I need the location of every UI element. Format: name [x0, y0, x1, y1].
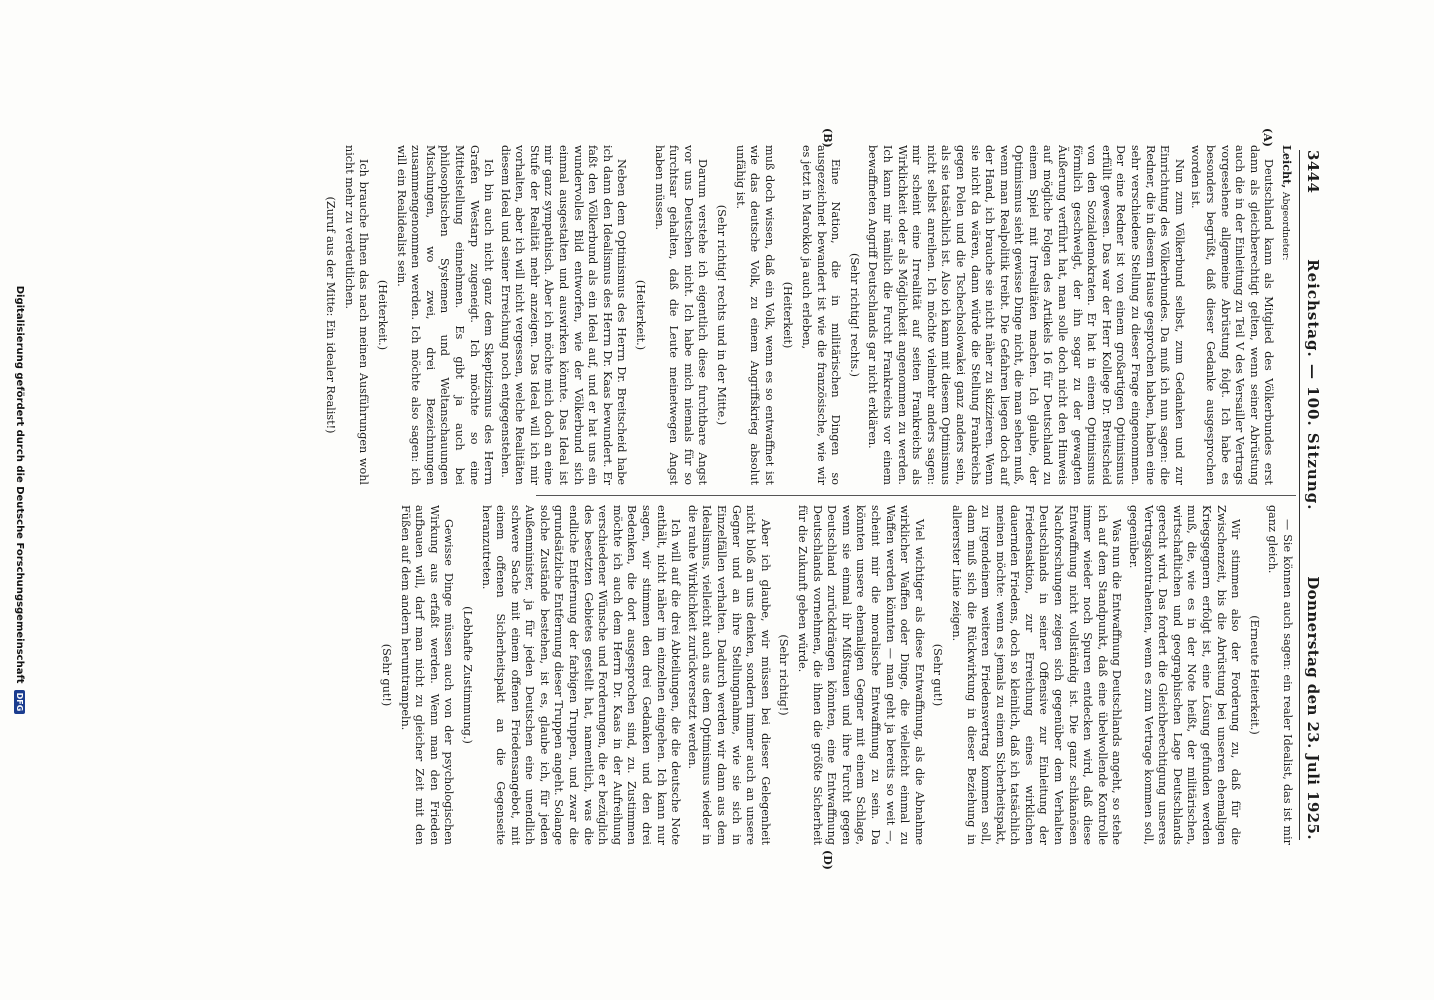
page-number: 3444	[1304, 150, 1322, 194]
session-date: Donnerstag den 23. Juli 1925.	[1304, 576, 1322, 840]
speaker-name: Leicht,	[1280, 145, 1294, 189]
paragraph: Wir stimmen also der Forderung zu, daß für die Zwischenzeit, bis die Abrüstung bei unseren ehemaligen Kriegsgegnern erfolgt ist, eine Lösung gefunden werden muß, die, wie es in der Note heißt, der militärischen, wirtschaftlichen und geographischen Lage Deutschlands gerecht wird. Das fordert die Gleichberechtigung unseres Vertragskontrahenten, wenn es zum Vertrage kommen soll, gegenüber.	[1127, 505, 1243, 845]
interjection: (Sehr richtig!)	[777, 634, 791, 716]
paragraph: Ich will auf die drei Abteilungen, die die deutsche Note enthält, nicht näher im einzelnen eingehen. Ich kann nur sagen, wir stimmen den drei Gedanken und den drei Bedenken, die dort ausgesprochen sind, zu. Zustimmen möchte ich auch dem Herrn Dr. Kaas in der Aufreihung verschiedener Wünsche und Forderungen, die er bezüglich des besetzten Gebietes gestellt hat, namentlich, was die endliche Entfernung der farbigen Truppen, und zwar die grundsätzliche Entfernung dieser Truppen angeht. Solange solche Zustände bestehen, ist es, glaube ich, für jeden Außenminister, ja für jeden Deutschen eine unendlich schwere Sache mit einem offenen Friedensangebot, mit einem offenen Sicherheitspakt an die Gegenseite heranzutreten.	[479, 505, 683, 845]
page-header	[1299, 150, 1326, 840]
paragraph: Neben dem Optimismus des Herrn Dr. Breitscheid habe ich dann den Idealismus des Herrn Dr. Kaas bewundert. Er faßt den Völkerbund als ein Ideal auf, und er hat uns ein wundervolles Bild entworfen, wie der Völkerbund sich einmal ausgestalten und auswirken könnte. Das Ideal ist mir ganz sympathisch. Aber ich möchte mich doch an eine Stufe der Realität mehr anzeigen. Das Ideal will ich mir vorhalten, aber ich will nicht vergessen, welche Realitäten diesem Ideal und seiner Erreichung noch entgegenstehen.	[498, 145, 629, 485]
interjection: (Heiterkeit.)	[634, 279, 648, 351]
paragraph: Aber ich glaube, wir müssen bei dieser Gelegenheit nicht bloß an uns denken, sondern immer auch an unsere Gegner und an ihre Stellungnahme, wie sie sich in Einzelfällen verhalten. Dadurch werden wir dann aus dem Idealismus, vielleicht auch aus dem Optimismus wieder in die rauhe Wirklichkeit zurückversetzt werden.	[685, 505, 772, 845]
paragraph: muß doch wissen, daß ein Volk, wenn es so entwaffnet ist wie das deutsche Volk, zu einem Angriffskrieg absolut unfähig ist.	[733, 145, 776, 485]
margin-mark-d: (D)	[821, 850, 834, 870]
paragraph: Darum verstehe ich eigentlich diese furchtbare Angst vor uns Deutschen nicht. Ich habe mich niemals für so furchtsar gehalten, daß die Leute meinetwegen Angst haben müssen.	[652, 145, 710, 485]
dfg-logo: DFG	[15, 690, 26, 715]
interjection: (Erneute Heiterkeit.)	[1247, 615, 1261, 735]
left-text-column	[319, 145, 1294, 485]
speaker-role: Abgeordneter:	[1280, 191, 1291, 261]
digitization-credit	[6, 0, 34, 1000]
interjection: (Lebhafte Zustimmung.)	[460, 606, 474, 744]
interjection: (Sehr gut!)	[931, 643, 945, 707]
credit-text: Digitalisierung gefördert durch die Deutsche Forschungsgemeinschaft	[14, 285, 26, 684]
paragraph: Viel wichtiger als diese Entwaffnung, als die Abnahme wirklicher Waffen oder Dinge, die vielleicht einmal zu Waffen werden könnten — man geht ja bereits so weit —, scheint mir die moralische Entwaffnung zu sein. Da könnten unsere ehemaligen Gegner mit einem Schlage, wenn sie einmal ihr Mißtrauen und ihre Furcht gegen Deutschland zurückdrängen könnten, eine Entwaffnung Deutschlands vornehmen, die ihnen die größte Sicherheit für die Zukunft geben würde.	[796, 505, 926, 845]
interjection: (Zuruf aus der Mitte: Ein idealer Realist!)	[324, 196, 338, 434]
paragraph: Ich bin auch nicht ganz dem Skeptizismus des Herrn Grafen Westarp zugeneigt. Ich möchte so eine Mittelstellung einnehmen. Es gibt ja auch bei philosophischen Systemen und Weltanschauungen Mischungen, wo zwei, drei Bezeichnungen zusammengenommen werden. Ich möchte also sagen: ich will ein Realidealist sein.	[394, 145, 496, 485]
speaker-line	[1277, 145, 1294, 485]
paragraph: Deutschland kann als Mitglied des Völkerbundes erst dann als gleichberechtigt gelten, wenn seiner Abrüstung auch die in der Einleitung zu Teil V des Versailler Vertrags vorgesehene allgemeine Abrüstung folgt. Ich habe es besonders begrüßt, daß dieser Gedanke ausgesprochen worden ist.	[1189, 145, 1276, 485]
interjection: (Heiterkeit.)	[375, 279, 389, 351]
interjection: (Sehr richtig! rechts und in der Mitte.)	[715, 204, 729, 426]
margin-mark-a: (A)	[1261, 128, 1274, 147]
right-text-column	[374, 505, 1294, 845]
session-title: Reichstag. — 100. Sitzung.	[1304, 259, 1322, 511]
paragraph: Nun zum Völkerbund selbst, zum Gedanken und zur Einrichtung des Völkerbundes. Da muß ich nun sagen: die Redner, die in diesem Hause gesprochen haben, haben eine sehr verschiedene Stellung zu dieser Frage eingenommen. Der eine Redner ist von einem großartigen Optimismus erfüllt gewesen. Das war der Herr Kollege Dr. Breitscheid von den Sozialdemokraten. Er hat in einem Optimismus förmlich geschwelgt, der ihn sogar zu der gewagten Äußerung verführt hat, man solle doch nicht den Hinweis auf mögliche Folgen des Artikels 16 für Deutschland zu einem Spiel mit Irrealitäten machen. Ich glaube, der Optimismus sieht gewisse Dinge nicht, die man sehen muß, wenn man Realpolitik treibt. Die Gefahren liegen doch auf der Hand, ich brauche sie nicht näher zu skizzieren. Wenn sie nicht da wären, dann würde die Stellung Frankreichs gegen Polen und die Tschechoslowakei ganz anders sein, als sie tatsächlich ist. Also ich kann mit diesem Optimismus nicht selbst anreihen. Ich möchte vielmehr anders sagen: mir scheint eine Irrealität auf seiten Frankreichs als Wirklichkeit oder als Möglichkeit angenommen zu werden. Ich kann mir nämlich die Furcht Frankreichs vor einem bewaffneten Angriff Deutschlands gar nicht erklären.	[866, 145, 1186, 485]
paragraph: Was nun die Entwaffnung Deutschlands angeht, so stehe ich auf dem Standpunkt, daß eine übelwollende Kontrolle immer wieder noch Spuren entdecken wird, daß diese Entwaffnung nicht vollständig ist. Die ganz schikanösen Nachforschungen zeigen sich gegenüber dem Verhalten Deutschlands in seiner Offensive zur Einleitung der Friedensaktion, zur Erreichung eines wirklichen dauernden Friedens, doch so kleinlich, daß ich tatsächlich meinen möchte: wenn es jemals zu einem Sicherheitspakt, zu irgendeinem weiteren Friedensvertrag kommen soll, dann muß sich die Rückwirkung in dieser Beziehung in allererster Linie zeigen.	[949, 505, 1124, 845]
margin-mark-b: (B)	[821, 128, 834, 148]
paragraph: Ich brauche Ihnen das nach meinen Ausführungen wohl nicht mehr zu verdeutlichen.	[342, 145, 371, 485]
paragraph: Gewisse Dinge müssen auch von der psychologischen Wirkung aus erfaßt werden. Wenn man den Frieden aufbauen will, darf man nicht zu gleicher Zeit mit den Füßen auf dem andern herumtrampeln.	[398, 505, 456, 845]
interjection: (Heiterkeit)	[781, 281, 795, 349]
column-divider	[536, 495, 1296, 496]
interjection: (Sehr richtig! rechts.)	[847, 252, 861, 378]
paragraph: Eine Nation, die in militärischen Dingen so ausgezeichnet bewandert ist wie die französische, wie wir es jetzt in Marokko ja auch erleben,	[800, 145, 843, 485]
interjection: (Sehr gut!)	[379, 643, 393, 707]
paragraph: — Sie können auch sagen: ein realer Idealist, das ist mir ganz gleich.	[1266, 505, 1294, 845]
